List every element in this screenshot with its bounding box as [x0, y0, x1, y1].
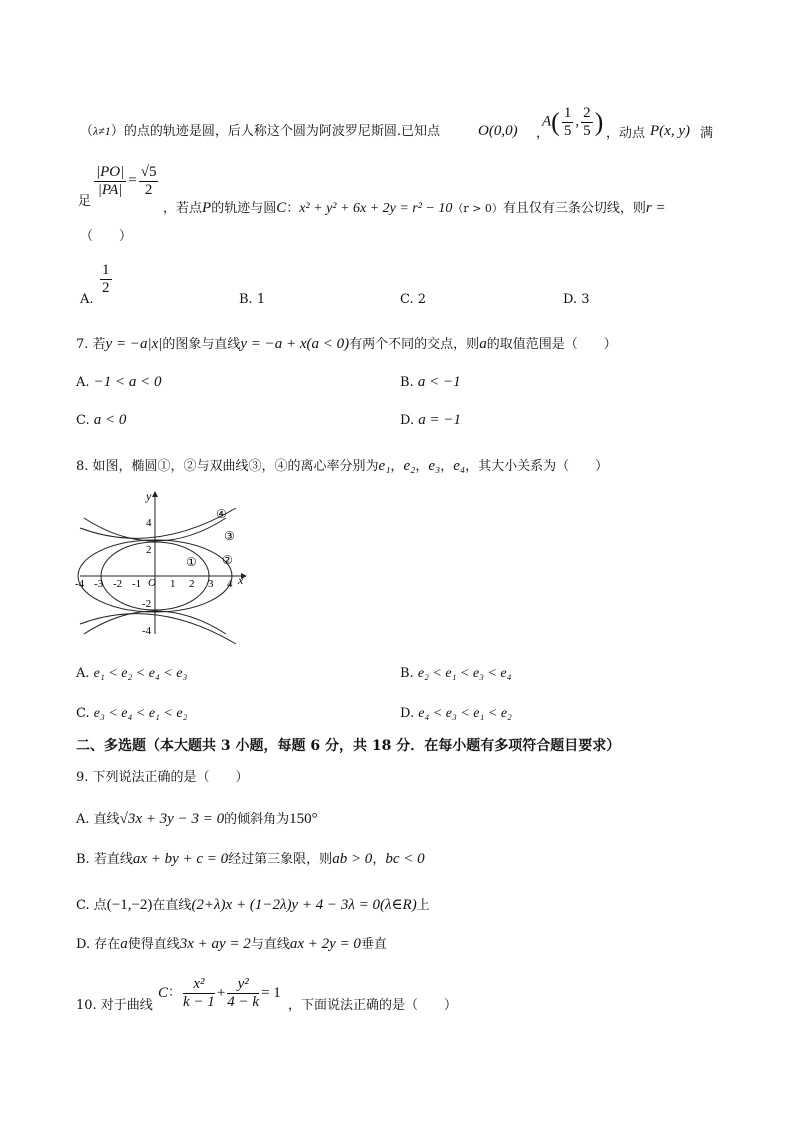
point-p: P(x, y) [650, 123, 690, 139]
den: 5 [563, 122, 572, 139]
x-tick-label: -2 [113, 578, 123, 590]
text: 7. 若 [76, 337, 106, 352]
q10-stem-suffix: ，下面说法正确的是（ ） [288, 998, 458, 1013]
math: e₄ [453, 458, 466, 474]
math: ab > 0 [332, 851, 373, 867]
math: 150° [289, 811, 318, 827]
text: ，动点 [606, 126, 646, 141]
q6-line1 [80, 124, 440, 140]
frac [100, 262, 112, 296]
math: a [479, 336, 487, 352]
q7-option-b [400, 373, 461, 391]
math: a [120, 936, 128, 952]
q8-option-c [76, 706, 187, 723]
text: ，若点 [163, 201, 203, 216]
math: λ≠1 [93, 124, 111, 138]
math: e₁ < e₂ < e₄ < e₃ [93, 666, 188, 681]
math: e₄ < e₃ < e₁ < e₂ [418, 706, 512, 721]
math: y = −a + x(a < 0) [240, 336, 350, 352]
label: B. [400, 666, 414, 681]
num: 2 [583, 105, 591, 121]
math: a < 0 [93, 412, 127, 428]
den: 4 − k [227, 993, 260, 1010]
text: 有且仅有三条公切线，则 [502, 201, 646, 216]
num: y² [227, 976, 259, 994]
q6-option-b: B. 1 [239, 292, 266, 307]
math: A [542, 113, 552, 130]
label: A. [80, 292, 94, 307]
text: ， [390, 459, 404, 474]
den: 5 [583, 122, 591, 139]
math: （r > 0） [452, 202, 503, 215]
q9-option-b [76, 850, 425, 868]
label: C. [76, 706, 90, 721]
math: (2+λ)x + (1−2λ)y + 4 − 3λ = 0(λ∈R) [191, 897, 417, 913]
q10-curve [158, 976, 281, 1010]
text: 的倾斜角为 [224, 812, 290, 827]
frac [94, 164, 126, 198]
math: (−1,−2) [106, 897, 153, 913]
x-tick-label: 3 [208, 578, 214, 590]
text: 的图象与直线 [162, 337, 241, 352]
frac-a-x [562, 105, 574, 139]
math: ax + 2y = 0 [289, 936, 361, 952]
x-axis-label: x [238, 573, 244, 587]
den: 2 [144, 181, 153, 198]
comma: ， [536, 126, 550, 141]
num: 1 [102, 262, 110, 278]
q7-option-d [400, 411, 461, 429]
math: C [276, 200, 287, 216]
math: = [128, 172, 137, 189]
text: ）的点的轨迹是圆，后人称这个圆为阿波罗尼斯圆.已知点 [110, 124, 440, 139]
text: 上 [416, 898, 430, 913]
label: A. [76, 666, 90, 681]
label: D. [400, 706, 415, 721]
text: ， [372, 852, 386, 867]
q6-line2 [163, 199, 666, 218]
math: = 1 [261, 985, 281, 1001]
den: |PA| [97, 181, 123, 198]
section-title: 二、多选题（本大题共 3 小题，每题 6 分，共 18 分．在每小题有多项符合题目要求） [76, 738, 621, 754]
text: 与直线 [250, 937, 290, 952]
q6-option-a-value [98, 262, 114, 296]
math: bc < 0 [385, 851, 425, 867]
label: A. [76, 375, 90, 390]
q8-stem [76, 457, 608, 475]
x-tick-label: 1 [170, 578, 176, 590]
text: 有两个不同的交点，则 [349, 337, 480, 352]
q9-option-c [76, 896, 430, 914]
q6-option-c: C. 2 [400, 292, 427, 307]
text: ： [286, 201, 300, 216]
x-tick-label: 4 [227, 578, 233, 590]
x-tick-label: -1 [132, 578, 142, 590]
hyperbola-4-lower [80, 614, 236, 644]
math: e₃ < e₄ < e₁ < e₂ [93, 706, 188, 721]
math: e₁ [378, 458, 391, 474]
q7-option-c [76, 411, 126, 429]
text: 在直线 [152, 898, 192, 913]
x-tick-label: -4 [75, 578, 85, 590]
answer-bracket: （ ） [80, 229, 133, 244]
text: 8. 如图，椭圆①，②与双曲线③，④的离心率分别为 [76, 459, 379, 474]
text: ， [415, 459, 429, 474]
text: C. 点 [76, 898, 107, 913]
q8-option-a [76, 666, 187, 683]
math: e₂ [403, 458, 416, 474]
x-tick-label: -3 [94, 578, 104, 590]
den: k − 1 [183, 993, 215, 1010]
y-tick-label: 4 [146, 517, 152, 529]
text: B. 若直线 [76, 852, 133, 867]
math: P [202, 200, 212, 216]
frac [139, 164, 159, 198]
origin-label: O [148, 577, 156, 589]
frac [183, 976, 215, 1010]
paren: ) [594, 107, 604, 137]
text: D. 存在 [76, 937, 121, 952]
text: ， [440, 459, 454, 474]
q8-option-b [400, 666, 512, 683]
q7-option-a [76, 373, 162, 391]
den: 2 [102, 279, 110, 296]
math: x² + y² + 6x + 2y = r² − 10 [299, 201, 453, 216]
num: |PO| [96, 164, 125, 180]
text: 满 [700, 126, 714, 141]
math: 3x + ay = 2 [179, 936, 251, 952]
q9-option-a [76, 810, 318, 828]
ratio-fraction [92, 164, 160, 198]
text: （ [80, 124, 94, 139]
y-tick-label: 2 [146, 544, 152, 556]
q8-option-d [400, 706, 512, 723]
q9-option-d [76, 935, 387, 953]
text: ，其大小关系为（ ） [465, 459, 609, 474]
label: C. [76, 413, 90, 428]
q10-stem-prefix: 10. 对于曲线 [76, 998, 153, 1013]
hyperbola-4-upper [80, 508, 236, 538]
math: −1 < a < 0 [93, 374, 162, 390]
math: e₃ [428, 458, 441, 474]
text: ： [168, 985, 182, 1001]
point-o: O(0,0) [478, 123, 518, 139]
curve-label-2: ② [222, 553, 233, 567]
curve-label-1: ① [186, 555, 197, 569]
q6-option-d: D. 3 [563, 292, 590, 307]
text: 使得直线 [127, 937, 180, 952]
math: r = [645, 200, 666, 216]
text: 足 [78, 194, 92, 209]
paren: ( [551, 107, 560, 137]
text: 的轨迹与圆 [211, 201, 277, 216]
y-tick-label: -4 [142, 625, 152, 637]
math: e₂ < e₁ < e₃ < e₄ [417, 666, 512, 681]
q7-stem [76, 335, 617, 353]
y-axis-label: y [146, 489, 152, 503]
text: 经过第三象限，则 [228, 852, 333, 867]
math: a < −1 [417, 374, 461, 390]
num: 1 [563, 105, 572, 121]
curve-label-4: ④ [216, 507, 227, 521]
text: A. 直线 [76, 812, 120, 827]
q6-option-a [80, 292, 94, 308]
label: D. [400, 413, 415, 428]
x-tick-label: 2 [189, 578, 195, 590]
num: √5 [140, 164, 157, 180]
math: ax + by + c = 0 [132, 851, 229, 867]
conic-figure [76, 488, 256, 638]
math: y = −a|x| [105, 336, 163, 352]
curve-label-3: ③ [224, 529, 235, 543]
num: x² [183, 976, 215, 994]
y-tick-label: -2 [142, 598, 152, 610]
label: B. [400, 375, 414, 390]
math: a = −1 [418, 412, 461, 428]
math: + [216, 985, 226, 1001]
math: √3x + 3y − 3 = 0 [119, 811, 225, 827]
point-a: A( $\frac{1}{5}$ , $\frac{2}{5}$ ) [542, 105, 604, 139]
frac-a-y [581, 105, 593, 139]
text: 垂直 [360, 937, 387, 952]
math: C [158, 985, 169, 1001]
frac [227, 976, 259, 1010]
text: 的取值范围是（ ） [486, 337, 617, 352]
q9-stem: 9. 下列说法正确的是（ ） [76, 770, 249, 785]
